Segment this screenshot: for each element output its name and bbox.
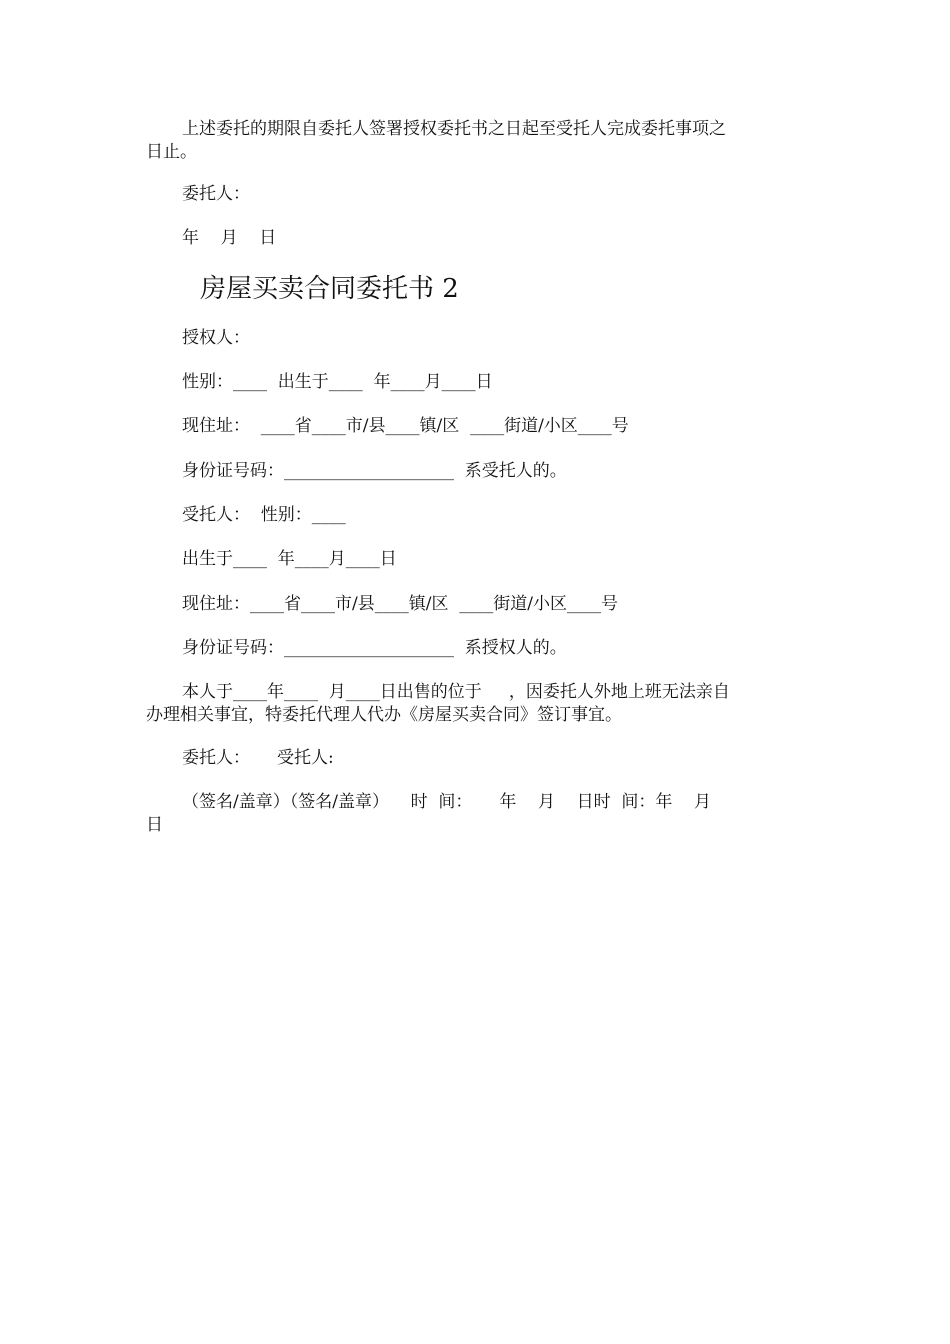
paragraph-sale-line1: 本人于____年____ 月____日出售的位于 ，因委托人外地上班无法亲自 [182,682,730,702]
date-line: 年 月 日 [182,228,277,248]
grantor-id: 身份证号码：____________________ 系受托人的。 [182,461,567,481]
agent-birth: 出生于____ 年____月____日 [182,549,397,569]
paragraph-term-line2: 日止。 [146,142,197,162]
signers-labels: 委托人： 受托人: [182,748,334,768]
agent-address: 现住址：____省____市/县____镇/区 ____街道/小区____号 [182,594,618,614]
grantor-address: 现住址： ____省____市/县____镇/区 ____街道/小区____号 [182,416,629,436]
signature-line2: 日 [146,815,163,835]
agent-id: 身份证号码：____________________ 系授权人的。 [182,638,567,658]
paragraph-term-line1: 上述委托的期限自委托人签署授权委托书之日起至受托人完成委托事项之 [182,119,726,139]
document-title: 房屋买卖合同委托书 2 [200,274,459,304]
paragraph-sale-line2: 办理相关事宜，特委托代理人代办《房屋买卖合同》签订事宜。 [146,705,622,725]
signature-line1: （签名/盖章）（签名/盖章） 时 间： 年 月 日时 间：年 月 [182,792,712,812]
grantor-label: 授权人： [182,328,250,348]
grantor-gender-birth: 性别：____ 出生于____ 年____月____日 [182,372,493,392]
agent-gender: 受托人： 性别：____ [182,505,346,525]
principal-label: 委托人： [182,184,250,204]
